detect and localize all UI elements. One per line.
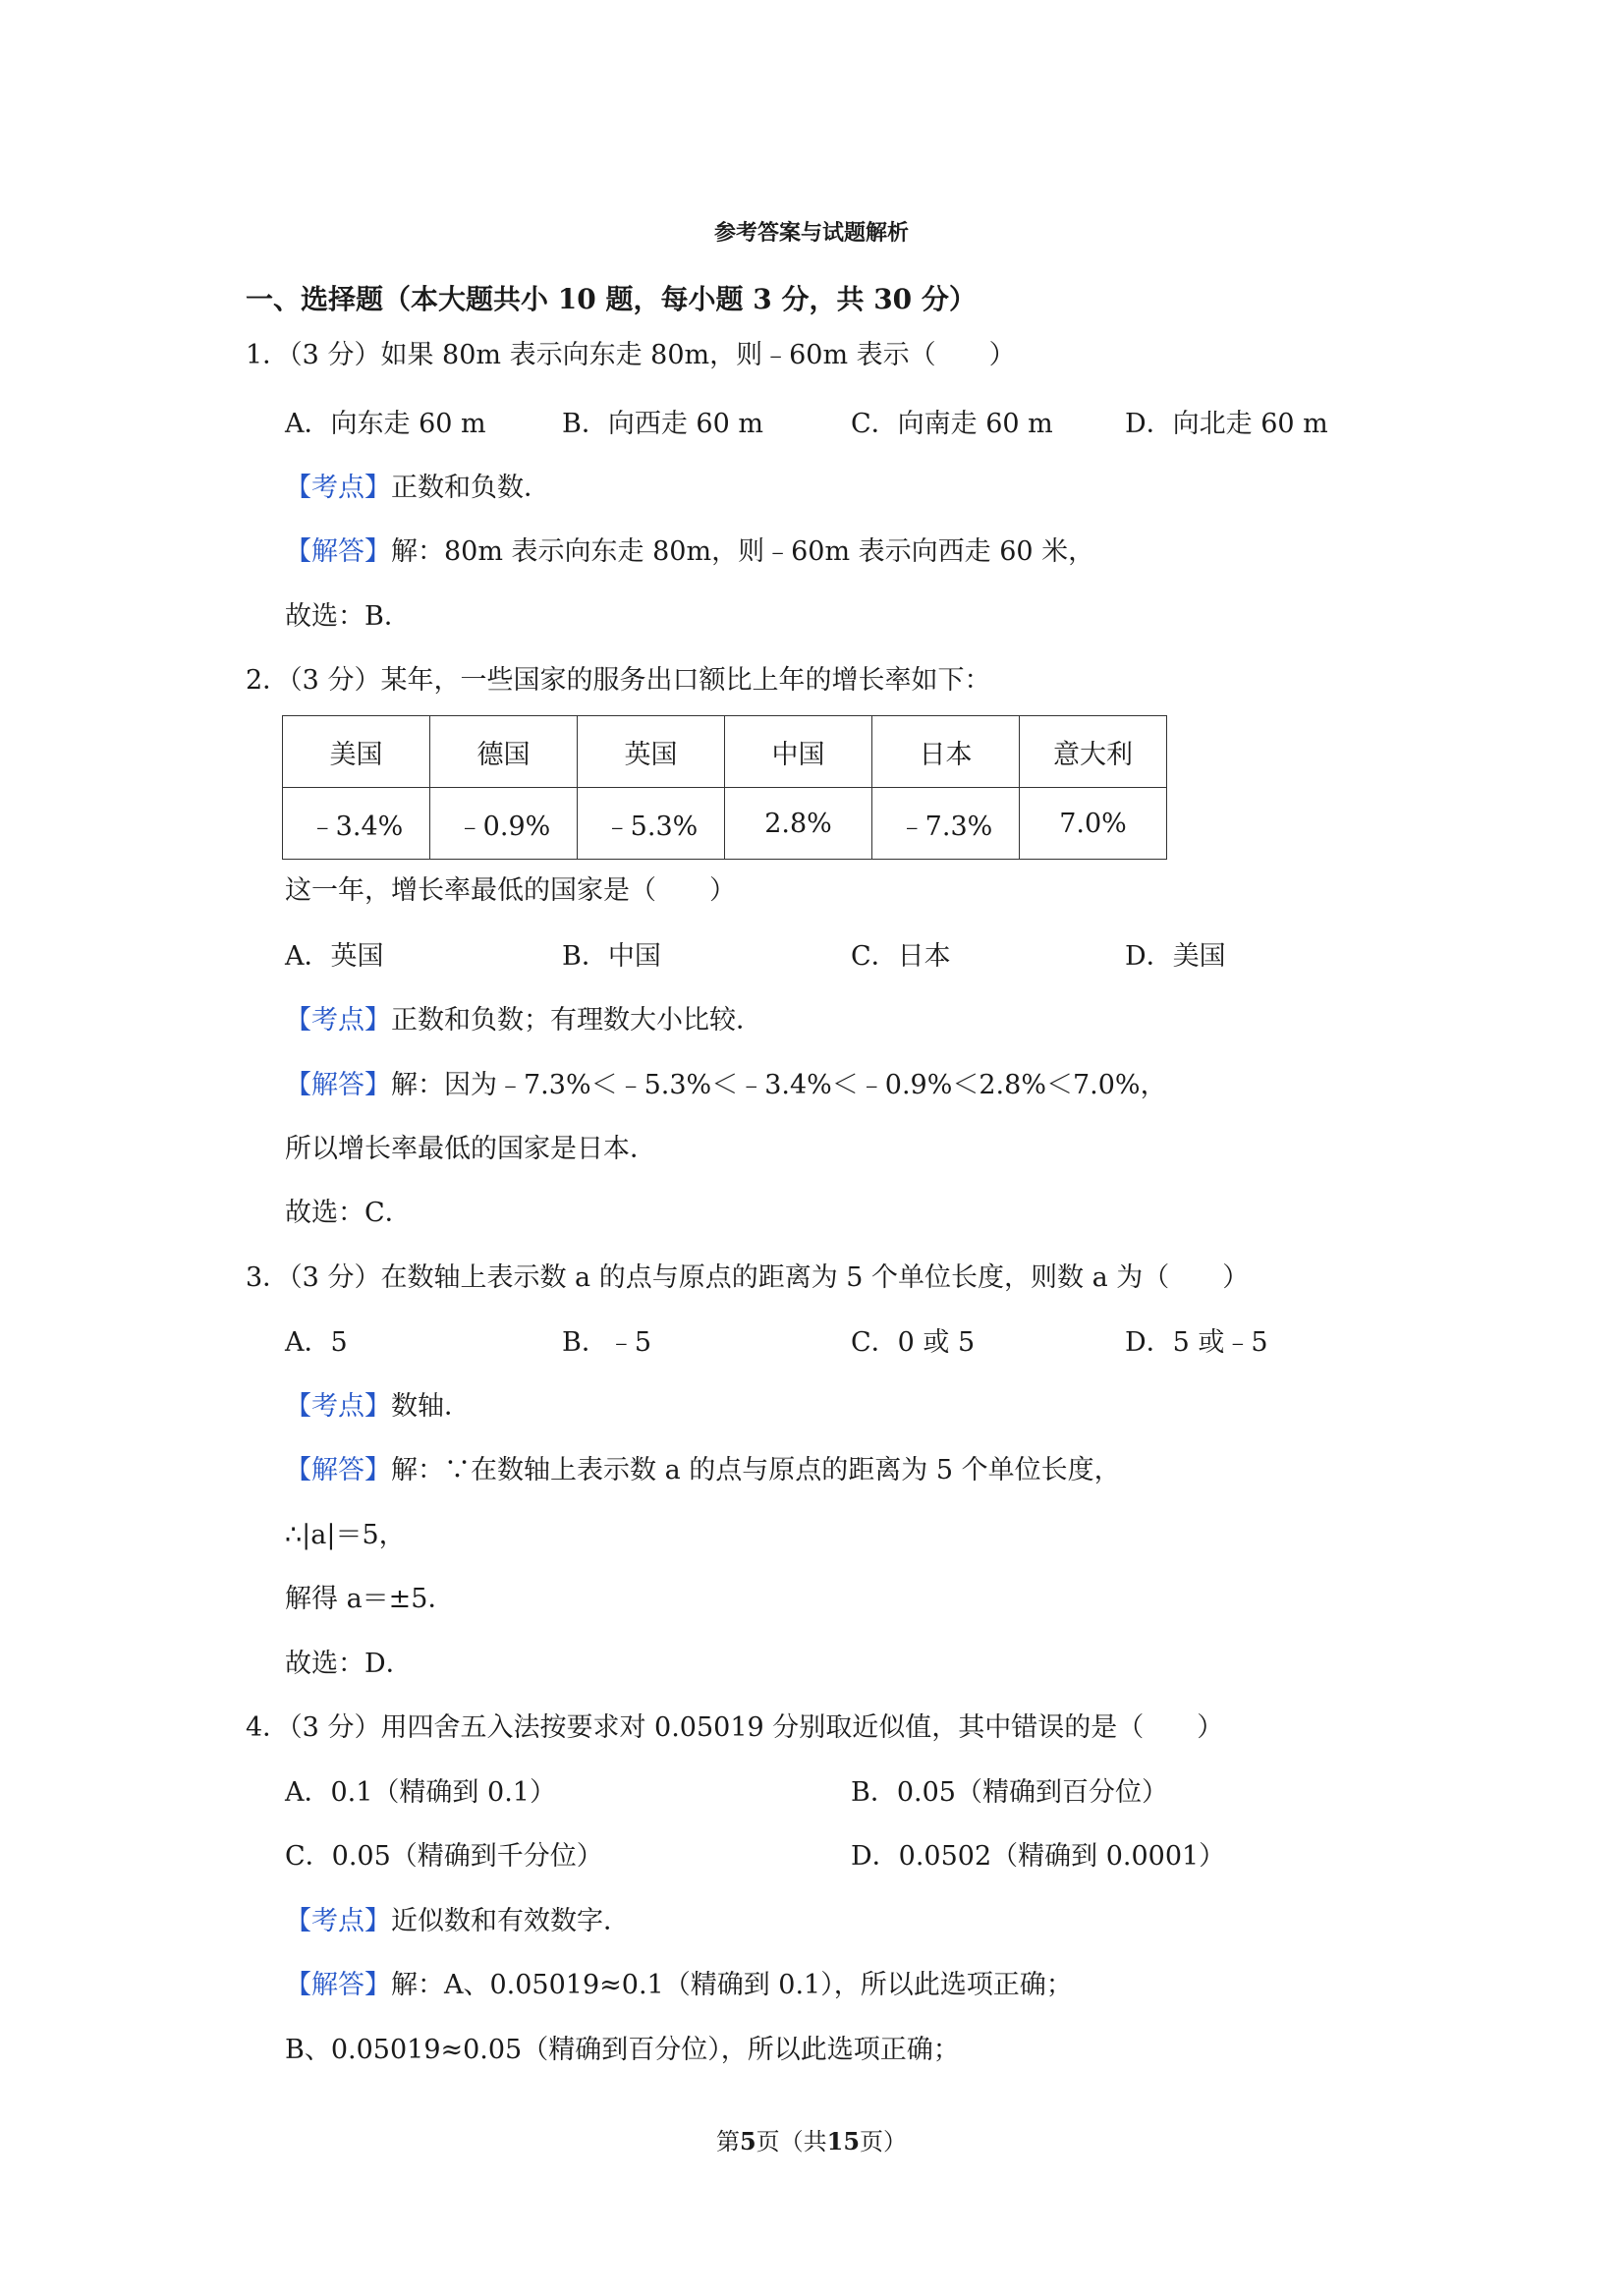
footer-mid: 页（共 [756, 2128, 827, 2156]
question-2-stem: 2．（3 分）某年，一些国家的服务出口额比上年的增长率如下： [246, 665, 991, 696]
table-row [283, 788, 1167, 860]
table-cell: ﹣0.9% [430, 788, 578, 860]
q4-jieda [285, 1969, 1073, 2002]
page-footer [0, 2122, 1623, 2156]
q3-kaodian [285, 1390, 471, 1424]
jieda-text: 解：80m 表示向东走 80m，则﹣60m 表示向西走 60 米， [391, 536, 1095, 567]
table-header-cell: 美国 [283, 716, 430, 788]
q1-option-d: D．向北走 60 m [1125, 409, 1328, 439]
q1-option-c: C．向南走 60 m [851, 409, 1053, 439]
q1-answer: 故选：B． [285, 601, 411, 632]
footer-page-total: 15 [826, 2127, 861, 2156]
kaodian-tag: 【考点】 [285, 1005, 391, 1036]
jieda-tag: 【解答】 [285, 1070, 391, 1100]
jieda-tag: 【解答】 [285, 536, 391, 567]
jieda-tag: 【解答】 [285, 1970, 391, 2000]
kaodian-tag: 【考点】 [285, 1391, 391, 1422]
kaodian-text: 近似数和有效数字． [391, 1906, 630, 1936]
footer-prefix: 第 [715, 2128, 740, 2156]
q3-option-b: B．﹣5 [562, 1327, 652, 1358]
table-header-cell: 英国 [578, 716, 725, 788]
q2-question: 这一年，增长率最低的国家是（ ） [285, 875, 736, 906]
table-header-cell: 德国 [430, 716, 578, 788]
kaodian-text: 数轴． [391, 1391, 471, 1422]
q2-answer: 故选：C． [285, 1198, 412, 1228]
q2-option-d: D．美国 [1125, 941, 1226, 972]
q4-option-b: B．0.05（精确到百分位） [851, 1777, 1168, 1808]
q1-kaodian [285, 472, 550, 505]
table-cell: 7.0% [1020, 788, 1167, 860]
q1-jieda [285, 535, 1094, 569]
q2-option-c: C．日本 [851, 941, 951, 972]
table-header-cell: 中国 [725, 716, 872, 788]
q3-option-d: D．5 或﹣5 [1125, 1327, 1268, 1358]
q2-option-a: A．英国 [285, 941, 384, 972]
q3-option-c: C．0 或 5 [851, 1327, 976, 1358]
q2-kaodian [285, 1004, 762, 1037]
footer-page-number: 5 [739, 2127, 756, 2156]
q2-option-b: B．中国 [562, 941, 661, 972]
page-title: 参考答案与试题解析 [713, 220, 909, 246]
kaodian-text: 正数和负数． [391, 473, 550, 503]
q4-option-d: D．0.0502（精确到 0.0001） [851, 1841, 1226, 1872]
jieda-text: 解：因为﹣7.3%＜﹣5.3%＜﹣3.4%＜﹣0.9%＜2.8%＜7.0%， [391, 1070, 1167, 1100]
q3-option-a: A．5 [285, 1327, 348, 1358]
q3-answer: 故选：D． [285, 1649, 413, 1679]
q3-jieda-line-2: ∴|a|＝5， [285, 1520, 406, 1550]
q3-jieda [285, 1454, 1121, 1487]
question-3-stem: 3．（3 分）在数轴上表示数 a 的点与原点的距离为 5 个单位长度，则数 a 为（ ） [246, 1262, 1250, 1293]
table-row [283, 716, 1167, 788]
q4-option-a: A．0.1（精确到 0.1） [285, 1777, 556, 1808]
q4-option-c: C．0.05（精确到千分位） [285, 1841, 603, 1872]
q4-kaodian [285, 1905, 630, 1938]
q2-jieda-line-2: 所以增长率最低的国家是日本． [285, 1134, 656, 1164]
kaodian-tag: 【考点】 [285, 473, 391, 503]
growth-rate-table [282, 715, 1167, 860]
question-1-stem: 1．（3 分）如果 80m 表示向东走 80m，则﹣60m 表示（ ） [246, 340, 1016, 370]
footer-suffix: 页） [860, 2128, 908, 2156]
q2-jieda [285, 1069, 1167, 1102]
table-cell: ﹣5.3% [578, 788, 725, 860]
jieda-text: 解：A、0.05019≈0.1（精确到 0.1），所以此选项正确； [391, 1970, 1073, 2000]
table-cell: 2.8% [725, 788, 872, 860]
table-cell: ﹣3.4% [283, 788, 430, 860]
table-header-cell: 日本 [872, 716, 1020, 788]
jieda-tag: 【解答】 [285, 1455, 391, 1485]
table-cell: ﹣7.3% [872, 788, 1020, 860]
kaodian-text: 正数和负数；有理数大小比较． [391, 1005, 762, 1036]
q3-jieda-line-3: 解得 a＝±5． [285, 1584, 455, 1614]
section-heading: 一、选择题（本大题共小 10 题，每小题 3 分，共 30 分） [246, 283, 977, 315]
q4-jieda-line-2: B、0.05019≈0.05（精确到百分位），所以此选项正确； [285, 2035, 960, 2065]
jieda-text: 解：∵在数轴上表示数 a 的点与原点的距离为 5 个单位长度， [391, 1455, 1121, 1485]
q1-option-b: B．向西走 60 m [562, 409, 763, 439]
q1-option-a: A．向东走 60 m [285, 409, 486, 439]
table-header-cell: 意大利 [1020, 716, 1167, 788]
question-4-stem: 4．（3 分）用四舍五入法按要求对 0.05019 分别取近似值，其中错误的是（ ） [246, 1712, 1224, 1743]
kaodian-tag: 【考点】 [285, 1906, 391, 1936]
